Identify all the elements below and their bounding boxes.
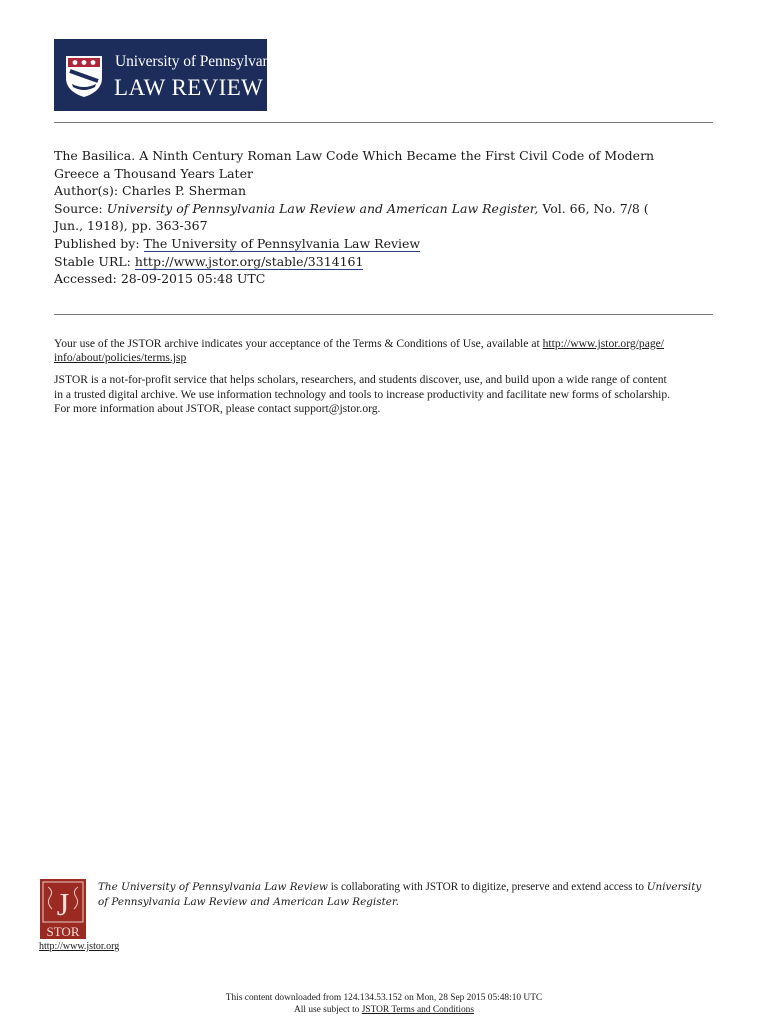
- terms-prefix: All use subject to: [294, 1004, 362, 1015]
- jstor-terms-link[interactable]: JSTOR Terms and Conditions: [361, 1004, 474, 1015]
- journal-name-1: The University of Pennsylvania Law Review: [98, 881, 328, 893]
- divider-bottom: [54, 314, 713, 315]
- about-line-3: For more information about JSTOR, please contact support@jstor.org.: [54, 401, 381, 415]
- accessed-line: Accessed: 28-09-2015 05:48 UTC: [54, 271, 266, 287]
- stable-url-link[interactable]: http://www.jstor.org/stable/3314161: [134, 253, 364, 269]
- about-line-2: in a trusted digital archive. We use information technology and tools to increase productivity and facilitate new forms of scholarship.: [54, 387, 671, 401]
- terms-paragraph: [54, 337, 716, 365]
- jstor-logo: [40, 879, 86, 939]
- source-label: Source:: [54, 200, 107, 216]
- source-journal: University of Pennsylvania Law Review and American Law Register,: [106, 200, 539, 216]
- author-name: Charles P. Sherman: [122, 183, 247, 199]
- publisher-label: Published by:: [54, 235, 144, 251]
- collaboration-statement: [98, 880, 728, 909]
- jstor-home-link[interactable]: http://www.jstor.org: [39, 941, 120, 952]
- terms-text: Your use of the JSTOR archive indicates your acceptance of the Terms & Conditions of Use, available at: [54, 337, 543, 350]
- terms-link-part-1[interactable]: http://www.jstor.org/page/: [542, 337, 664, 350]
- collab-middle-text: is collaborating with JSTOR to digitize, preserve and extend access to: [327, 881, 647, 893]
- author-label: Author(s):: [54, 183, 123, 199]
- article-title-line-2: Greece a Thousand Years Later: [54, 165, 253, 181]
- jstor-logo-letter: J: [56, 886, 70, 922]
- stable-url-line: [54, 253, 714, 271]
- download-footer: [0, 993, 768, 1016]
- jstor-notice: [54, 337, 716, 424]
- source-line: [54, 200, 714, 218]
- divider-top: [54, 122, 713, 123]
- article-title-line-1: The Basilica. A Ninth Century Roman Law Code Which Became the First Civil Code of Modern: [54, 148, 655, 163]
- journal-name-2b: of Pennsylvania Law Review and American Law Register.: [98, 895, 400, 908]
- jstor-url: [39, 941, 119, 952]
- about-jstor-paragraph: [54, 373, 716, 416]
- logo-line-university: University of Pennsylvania: [115, 53, 282, 70]
- source-line-2: Jun., 1918), pp. 363-367: [54, 218, 208, 234]
- journal-name-2a: University: [646, 881, 702, 893]
- logo-line-law-review: LAW REVIEW: [114, 75, 264, 100]
- jstor-logo-icon: [40, 879, 86, 939]
- terms-line: [0, 1005, 768, 1017]
- jstor-logo-word: STOR: [46, 924, 80, 939]
- about-line-1: JSTOR is a not-for-profit service that helps scholars, researchers, and students discover, use, and build upon a wide range of content: [54, 373, 667, 387]
- citation-block: [54, 147, 714, 288]
- stable-url-label: Stable URL:: [54, 253, 135, 269]
- journal-logo: [54, 39, 282, 111]
- download-info: This content downloaded from 124.134.53.152 on Mon, 28 Sep 2015 05:48:10 UTC: [225, 993, 543, 1003]
- author-line: [54, 182, 714, 200]
- publisher-line: [54, 235, 714, 253]
- penn-shield-icon: [64, 54, 104, 98]
- terms-link-part-2[interactable]: info/about/policies/terms.jsp: [54, 351, 187, 365]
- publisher-link[interactable]: The University of Pennsylvania Law Review: [143, 235, 421, 251]
- source-volume: Vol. 66, No. 7/8 (: [538, 200, 649, 216]
